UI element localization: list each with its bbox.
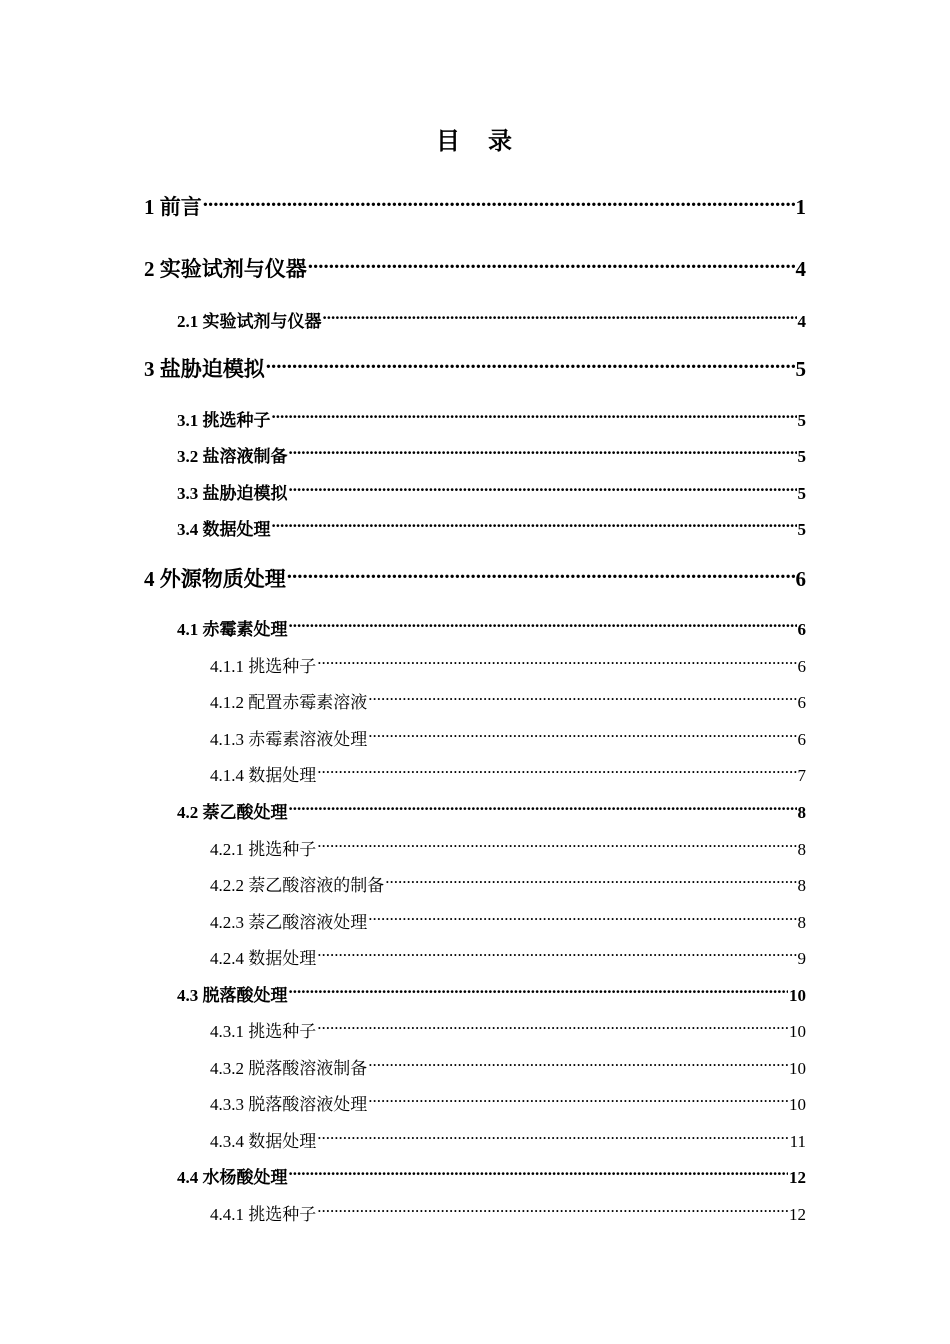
toc-entry-label: 4.3.3 脱落酸溶液处理 (210, 1095, 368, 1114)
toc-entry-4-3[interactable] (177, 981, 806, 1007)
toc-entry-2-1[interactable] (177, 307, 806, 333)
toc-entry-label: 4.3.2 脱落酸溶液制备 (210, 1059, 368, 1078)
toc-leader-dots (317, 1200, 788, 1220)
toc-entry-4-3-1[interactable] (210, 1017, 806, 1043)
toc-entry-label: 4.3.4 数据处理 (210, 1132, 317, 1151)
toc-entry-label: 4.4 水杨酸处理 (177, 1168, 288, 1187)
toc-entry-page: 6 (797, 620, 806, 639)
toc-entry-label: 4.1.1 挑选种子 (210, 657, 317, 676)
toc-entry-page: 10 (789, 1095, 806, 1114)
toc-leader-dots (272, 406, 797, 426)
toc-entry-page: 5 (797, 520, 806, 539)
toc-entry-page: 1 (795, 195, 806, 219)
toc-entry-3-2[interactable] (177, 442, 806, 468)
toc-leader-dots (385, 871, 796, 891)
toc-entry-label: 2 实验试剂与仪器 (144, 257, 307, 281)
toc-entry-label: 2.1 实验试剂与仪器 (177, 312, 322, 331)
toc-entry-3-4[interactable] (177, 515, 806, 541)
toc-entry-3-1[interactable] (177, 406, 806, 432)
toc-leader-dots (289, 442, 797, 462)
toc-leader-dots (289, 981, 789, 1001)
toc-entry-label: 3 盐胁迫模拟 (144, 357, 265, 381)
toc-entry-label: 4.2.1 挑选种子 (210, 840, 317, 859)
toc-leader-dots (368, 908, 796, 928)
toc-entry-4-3-3[interactable] (210, 1090, 806, 1116)
toc-leader-dots (368, 688, 796, 708)
toc-entry-page: 8 (797, 913, 806, 932)
toc-entry-label: 4.2 萘乙酸处理 (177, 803, 288, 822)
toc-entry-4-1-1[interactable] (210, 652, 806, 678)
toc-entry-page: 8 (797, 840, 806, 859)
toc-entry-label: 4 外源物质处理 (144, 567, 286, 591)
toc-leader-dots (289, 479, 797, 499)
toc-entry-4-4-1[interactable] (210, 1200, 806, 1226)
toc-leader-dots (368, 725, 796, 745)
toc-entry-label: 4.1.3 赤霉素溶液处理 (210, 730, 368, 749)
toc-entry-page: 6 (797, 693, 806, 712)
toc-entry-page: 10 (789, 1059, 806, 1078)
toc-entry-2[interactable] (144, 254, 806, 284)
toc-entry-label: 3.3 盐胁迫模拟 (177, 484, 288, 503)
toc-entry-label: 4.3.1 挑选种子 (210, 1022, 317, 1041)
toc-entry-4[interactable] (144, 564, 806, 594)
toc-leader-dots (287, 566, 795, 586)
toc-entry-page: 8 (797, 876, 806, 895)
page-title: 目 录 (436, 129, 514, 155)
toc-entry-4-4[interactable] (177, 1163, 806, 1189)
toc-leader-dots (317, 944, 796, 964)
toc-leader-dots (317, 1127, 788, 1147)
toc-entry-label: 1 前言 (144, 195, 202, 219)
toc-entry-page: 5 (797, 484, 806, 503)
toc-leader-dots (272, 515, 797, 535)
toc-entry-page: 11 (789, 1132, 806, 1151)
toc-entry-page: 4 (795, 257, 806, 281)
toc-entry-page: 6 (795, 567, 806, 591)
toc-entry-page: 12 (789, 1168, 806, 1187)
toc-entry-4-2[interactable] (177, 798, 806, 824)
toc-entry-page: 5 (797, 447, 806, 466)
toc-entry-4-3-4[interactable] (210, 1127, 806, 1153)
toc-entry-4-1-3[interactable] (210, 725, 806, 751)
toc-entry-4-2-2[interactable] (210, 871, 806, 897)
toc-leader-dots (308, 256, 795, 276)
toc-entry-label: 4.2.4 数据处理 (210, 949, 317, 968)
toc-entry-page: 5 (795, 357, 806, 381)
toc-entry-page: 8 (797, 803, 806, 822)
toc-entry-label: 4.1.2 配置赤霉素溶液 (210, 693, 368, 712)
toc-leader-dots (317, 835, 796, 855)
toc-entry-4-1-4[interactable] (210, 761, 806, 787)
toc-leader-dots (203, 194, 795, 214)
toc-leader-dots (317, 1017, 788, 1037)
toc-entry-page: 5 (797, 411, 806, 430)
toc-entry-4-2-1[interactable] (210, 835, 806, 861)
toc-leader-dots (317, 652, 796, 672)
toc-leader-dots (266, 356, 795, 376)
toc-entry-3-3[interactable] (177, 479, 806, 505)
toc-entry-label: 3.2 盐溶液制备 (177, 447, 288, 466)
toc-entry-4-1[interactable] (177, 615, 806, 641)
toc-entry-page: 12 (789, 1205, 806, 1224)
toc-entry-page: 9 (797, 949, 806, 968)
toc-entry-4-2-3[interactable] (210, 908, 806, 934)
toc-leader-dots (289, 615, 797, 635)
toc-leader-dots (289, 1163, 789, 1183)
toc-entry-label: 4.2.3 萘乙酸溶液处理 (210, 913, 368, 932)
toc-entry-label: 3.1 挑选种子 (177, 411, 271, 430)
toc-entry-page: 10 (789, 1022, 806, 1041)
toc-leader-dots (289, 798, 797, 818)
toc-entry-4-3-2[interactable] (210, 1054, 806, 1080)
toc-leader-dots (368, 1054, 788, 1074)
toc-entry-label: 4.1.4 数据处理 (210, 766, 317, 785)
toc-entry-label: 4.2.2 萘乙酸溶液的制备 (210, 876, 385, 895)
toc-entry-page: 6 (797, 657, 806, 676)
toc-entry-1[interactable] (144, 192, 806, 222)
toc-entry-label: 4.4.1 挑选种子 (210, 1205, 317, 1224)
toc-leader-dots (323, 307, 797, 327)
toc-entry-page: 4 (797, 312, 806, 331)
toc-leader-dots (368, 1090, 788, 1110)
toc-entry-label: 4.3 脱落酸处理 (177, 986, 288, 1005)
toc-entry-4-2-4[interactable] (210, 944, 806, 970)
toc-entry-label: 4.1 赤霉素处理 (177, 620, 288, 639)
toc-entry-page: 6 (797, 730, 806, 749)
toc-entry-4-1-2[interactable] (210, 688, 806, 714)
toc-entry-page: 7 (797, 766, 806, 785)
toc-leader-dots (317, 761, 796, 781)
toc-entry-page: 10 (789, 986, 806, 1005)
toc-entry-3[interactable] (144, 354, 806, 384)
toc-entry-label: 3.4 数据处理 (177, 520, 271, 539)
